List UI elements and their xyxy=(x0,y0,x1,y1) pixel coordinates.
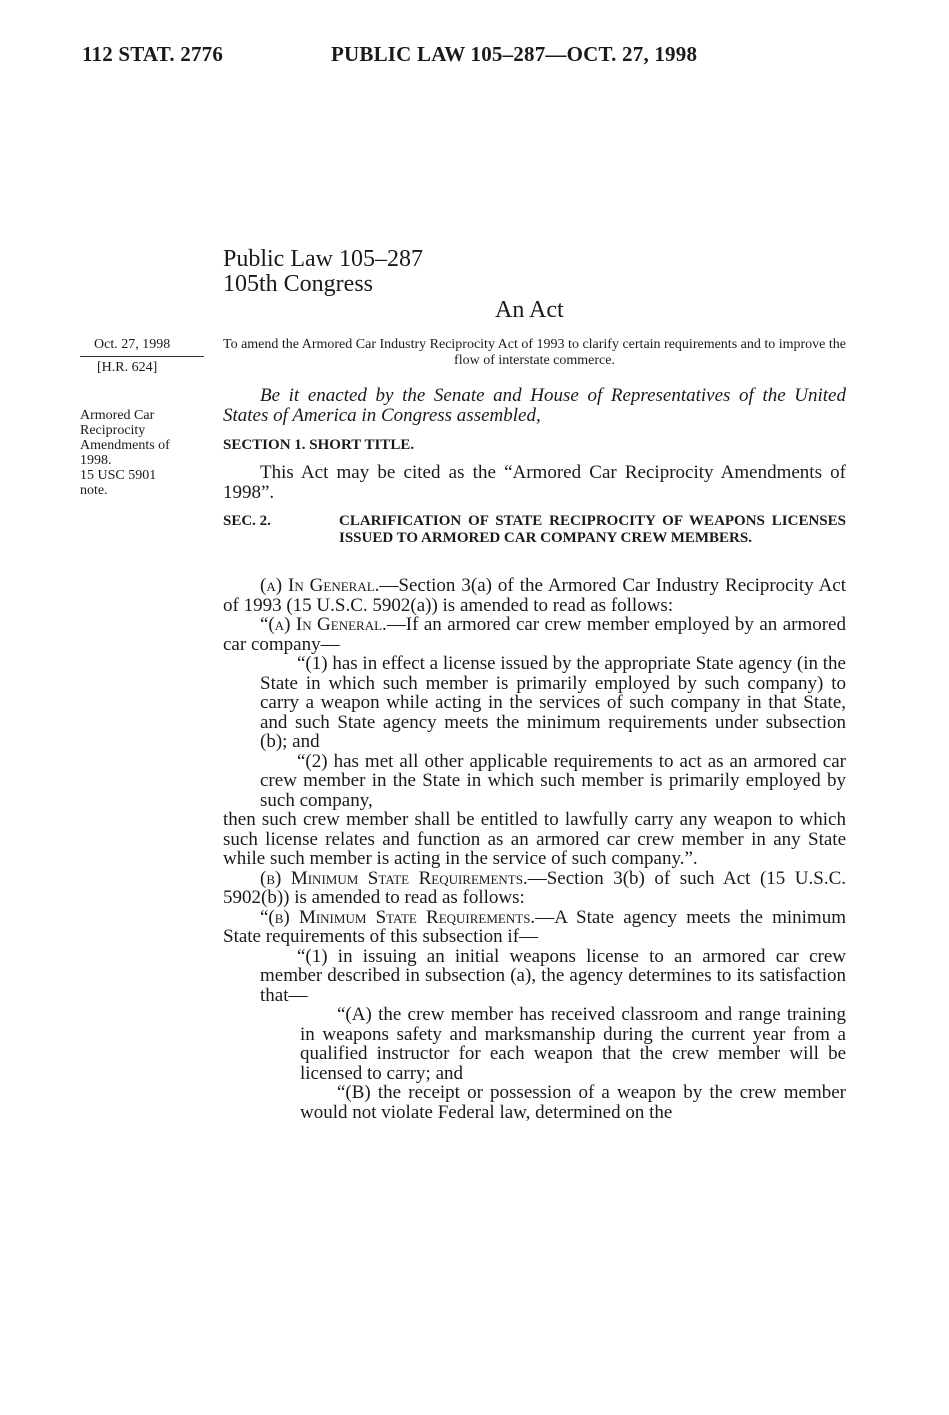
section-2-body xyxy=(223,576,846,1122)
paragraph-b1: “(1) in issuing an initial weapons license to an armored car crew member described in subsection (a), the agency determines to its satisfaction that— xyxy=(260,945,846,1006)
law-number: Public Law 105–287 xyxy=(223,246,423,272)
page-stat-citation: 112 STAT. 2776 xyxy=(82,42,224,66)
paragraph-2: “(2) has met all other applicable requirements to act as an armored car crew member in the State in which such member is primarily employed by such company, xyxy=(260,750,846,811)
quoted-b-paragraph xyxy=(223,908,846,947)
enacting-clause xyxy=(223,386,846,425)
margin-line: 15 USC 5901 xyxy=(80,468,157,483)
margin-line: Reciprocity xyxy=(80,423,146,438)
subparagraph-A: “(A) the crew member has received classroom and range training in weapons safety and marksmanship during the current year from a qualified instructor for each weapon that the crew member will be licensed to carry; and xyxy=(300,1004,846,1084)
margin-line: Armored Car xyxy=(80,408,155,423)
subsection-b-label: (b) Minimum State Requirements. xyxy=(260,867,528,889)
margin-short-title xyxy=(80,408,210,498)
section-1-body xyxy=(223,463,846,502)
section-1-heading xyxy=(223,437,846,454)
margin-bill-number: [H.R. 624] xyxy=(97,360,158,375)
quoted-a-paragraph xyxy=(223,615,846,654)
act-heading: An Act xyxy=(495,297,564,323)
section-2-number: SEC. 2. xyxy=(223,513,271,529)
margin-date: Oct. 27, 1998 xyxy=(94,337,171,352)
subsection-b-paragraph xyxy=(223,869,846,908)
quoted-a-text: —If an armored car crew member employed by an armored car company— xyxy=(223,614,846,655)
paragraph-1: “(1) has in effect a license issued by the appropriate State agency (in the State in which such member is primarily employed by such company) to carry a weapon while acting in the services of such company in that State, and such State agency meets the minimum requirements under subsection (b); and xyxy=(260,653,846,752)
then-clause: then such crew member shall be entitled to lawfully carry any weapon to which such license relates and function as an armored car crew member in any State while such member is acting in the service of such company.”. xyxy=(223,809,846,869)
section-1-text: This Act may be cited as the “Armored Car Reciprocity Amendments of 1998”. xyxy=(223,462,846,503)
congress-number: 105th Congress xyxy=(223,271,373,297)
quoted-b-label: “(b) Minimum State Requirements. xyxy=(260,906,536,928)
margin-divider xyxy=(80,356,204,357)
quoted-b-text: —A State agency meets the minimum State requirements of this subsection if— xyxy=(223,906,846,947)
margin-line: note. xyxy=(80,483,108,498)
subsection-b-text: —Section 3(b) of such Act (15 U.S.C. 5902(b)) is amended to read as follows: xyxy=(223,867,846,908)
subsection-a-paragraph xyxy=(223,576,846,615)
margin-line: 1998. xyxy=(80,453,112,468)
enacting-text: Be it enacted by the Senate and House of Representatives of the United States of America in Congress assembled, xyxy=(223,385,846,426)
subsection-a-text: —Section 3(a) of the Armored Car Industry Reciprocity Act of 1993 (15 U.S.C. 5902(a)) is amended to read as follows: xyxy=(223,575,847,616)
section-1-title: SECTION 1. SHORT TITLE. xyxy=(223,437,415,453)
margin-line: Amendments of xyxy=(80,438,170,453)
act-purpose: To amend the Armored Car Industry Reciprocity Act of 1993 to clarify certain requirements and to improve the flow of interstate commerce. xyxy=(223,337,846,368)
quoted-a-label: “(a) In General. xyxy=(260,614,387,635)
subparagraph-B: “(B) the receipt or possession of a weapon by the crew member would not violate Federal law, determined on the xyxy=(300,1082,846,1123)
subsection-a-label: (a) In General. xyxy=(260,575,380,596)
running-header: PUBLIC LAW 105–287—OCT. 27, 1998 xyxy=(331,42,698,66)
section-2-title: CLARIFICATION OF STATE RECIPROCITY OF WEAPONS LICENSES ISSUED TO ARMORED CAR COMPANY CREW MEMBERS. xyxy=(339,513,846,546)
section-2-heading xyxy=(223,513,846,547)
